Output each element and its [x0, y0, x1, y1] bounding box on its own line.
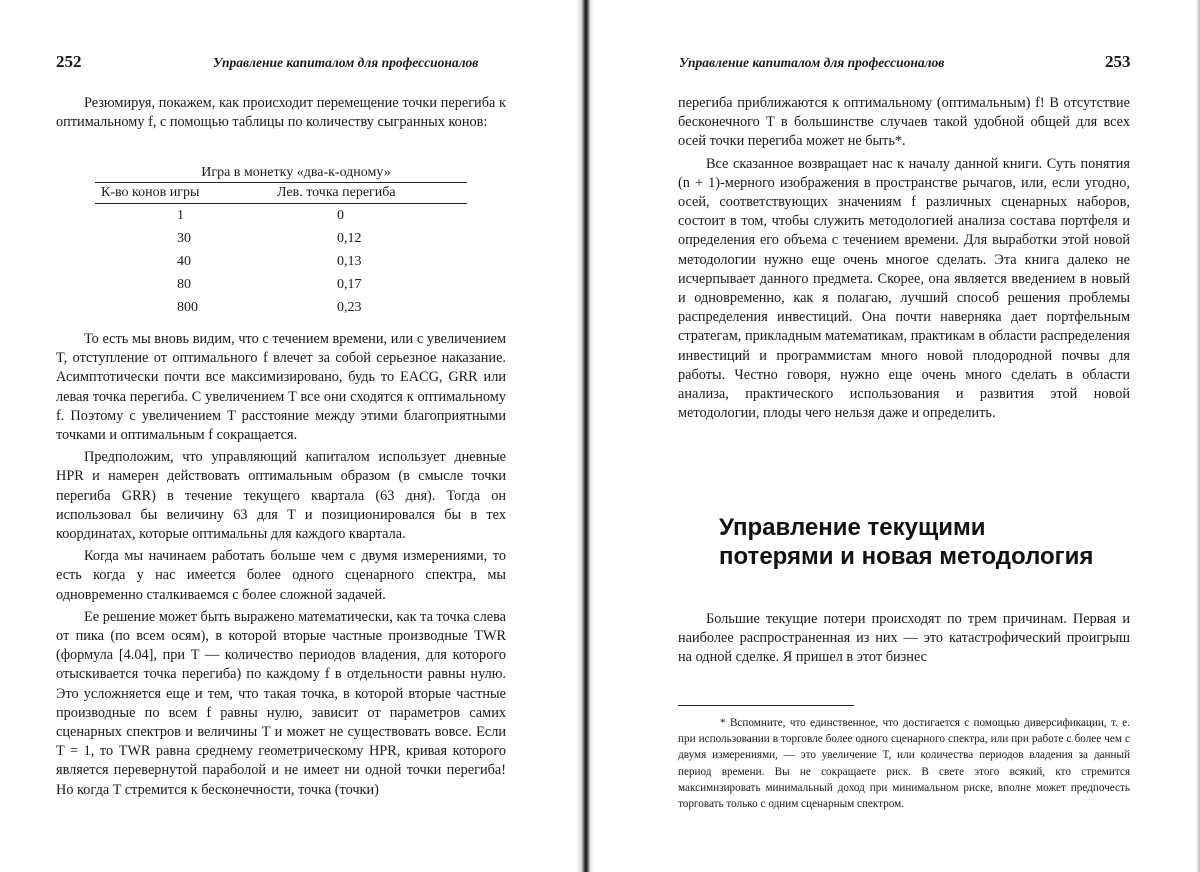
table-cell-games: 40 — [177, 253, 191, 269]
table-cell-inflection: 0,17 — [337, 277, 362, 293]
running-head-right: Управление капиталом для профессионалов — [679, 55, 945, 70]
section-paragraph: Большие текущие потери происходят по трем причинам. Первая и наиболее распространенная из них — это катастрофический проигрыш на одной сделке. Я пришел в этот бизнес — [678, 611, 1130, 666]
body-paragraph: Все сказанное возвращает нас к началу данной книги. Суть понятия (n + 1)-мерного изображения в пространстве рычагов, или, если угодно, осей, соответствующих значениям f различных сценарных наборов, состоит в том, чтобы служить методологией анализа состава портфеля и определения его объема с течением времени. Для выработки этой новой методологии нужно еще очень многое сделать. Эта книга далеко не исчерпывает данного предмета. Скорее, она является введением в новый и одновременно, как я полагаю, лучший способ решения проблемы распределения инвестиций. Она почти наверняка дает портфельным стратегам, прикладным математикам, практикам в области распределения инвестиций и программистам много новой плодородной почвы для работы. Честно говоря, нужно еще очень много сделать в области анализа, практического использования и развития этой новой методологии, плоды чего нельзя даже и определить. — [678, 155, 1130, 422]
table-row — [95, 227, 467, 250]
footnote-divider — [678, 705, 854, 706]
table-cell-inflection: 0,23 — [337, 300, 362, 316]
running-head-left: Управление капиталом для профессионалов — [213, 55, 479, 70]
table-cell-games: 800 — [177, 300, 198, 316]
table-header-row — [95, 183, 467, 204]
table-header-inflection: Лев. точка перегиба — [277, 185, 396, 200]
table-row — [95, 297, 467, 320]
right-body-text — [678, 94, 1130, 423]
footnote-text: * Вспомните, что единственное, что достигается с помощью диверсификации, т. е. при использовании в торговле более одного сценарного спектра, или при работе с более чем с двумя измерениями, — это увеличение T, или количества периодов владения за данный период времени. Вы не сокращаете риск. В свете этого всякий, кто стремится максимизировать минимальный доход при минимальном риске, вполне может предпочесть торговать только с одним сценарным спектром. — [678, 717, 1130, 811]
body-paragraph: перегиба приближаются к оптимальному (оптимальным) f! В отсутствие бесконечного T в большинстве случаев такой удобной общей для всех осей точки перегиба может не быть*. — [678, 95, 1130, 150]
page-number-left: 252 — [56, 52, 82, 71]
table-cell-games: 1 — [177, 207, 184, 223]
table-cell-games: 30 — [177, 230, 191, 246]
body-paragraph: То есть мы вновь видим, что с течением времени, или с увеличением T, отступление от оптимального f влечет за собой серьезное наказание. Асимптотически почти все максимизировано, будь то EACG, GRR или левая точка перегиба. С увеличением T все они сходятся к оптимальному f. Поэтому с увеличением T расстояние между этими благоприятными точками и оптимальным f сокращается. — [56, 331, 506, 444]
section-body-text — [678, 610, 1130, 668]
page-edge — [1196, 0, 1200, 872]
footnote — [678, 715, 1130, 812]
intro-paragraph: Резюмируя, покажем, как происходит перемещение точки перегиба к оптимальному f, с помощью таблицы по количеству сыгранных конов: — [56, 95, 506, 131]
section-heading-line: Управление текущими — [719, 514, 986, 541]
body-paragraph: Предположим, что управляющий капиталом использует дневные HPR и намерен действовать оптимальным образом (в смысле точки перегиба GRR) в течение текущего квартала (63 дня). Тогда он использовал бы величину 63 для T и позиционировался бы в тех координатах, которые оптимальны для каждого квартала. — [56, 449, 506, 543]
intro-block — [56, 94, 506, 132]
table-cell-games: 80 — [177, 277, 191, 293]
section-heading — [719, 513, 1159, 571]
body-paragraph: Ее решение может быть выражено математически, как та точка слева от пика (по всем осям), в которой вторые частные производные TWR (формула [4.04], при T — количество периодов владения, для которого отыскивается точка перегиба) по каждому f в отдельности равны нулю. Это усложняется еще и тем, что такая точка, в которой вторые частные производные по всем f равны нулю, зависит от параметров самих сценарных спектров и величины T и может не существовать вовсе. Если T = 1, то TWR равна среднему геометрическому HPR, кривая которого является перевернутой параболой и не имеет ни одной точки перегиба! Но когда T стремится к бесконечности, точка (точки) — [56, 608, 506, 798]
table-row — [95, 274, 467, 297]
left-body-text — [56, 330, 506, 800]
table-cell-inflection: 0,12 — [337, 230, 362, 246]
table-caption: Игра в монетку «два-к-одному» — [201, 165, 391, 180]
table-cell-inflection: 0 — [337, 207, 344, 223]
inflection-table — [95, 164, 467, 320]
section-heading-line: потерями и новая методология — [719, 543, 1094, 570]
table-row — [95, 250, 467, 273]
left-page — [0, 0, 585, 872]
page-number-right: 253 — [1105, 52, 1131, 71]
table-cell-inflection: 0,13 — [337, 253, 362, 269]
body-paragraph: Когда мы начинаем работать больше чем с двумя измерениями, то есть когда у нас имеется более одного сценарного спектра, мы одновременно сталкиваемся с более сложной задачей. — [56, 548, 506, 603]
table-header-games: К-во конов игры — [101, 185, 200, 200]
table-row — [95, 204, 467, 227]
